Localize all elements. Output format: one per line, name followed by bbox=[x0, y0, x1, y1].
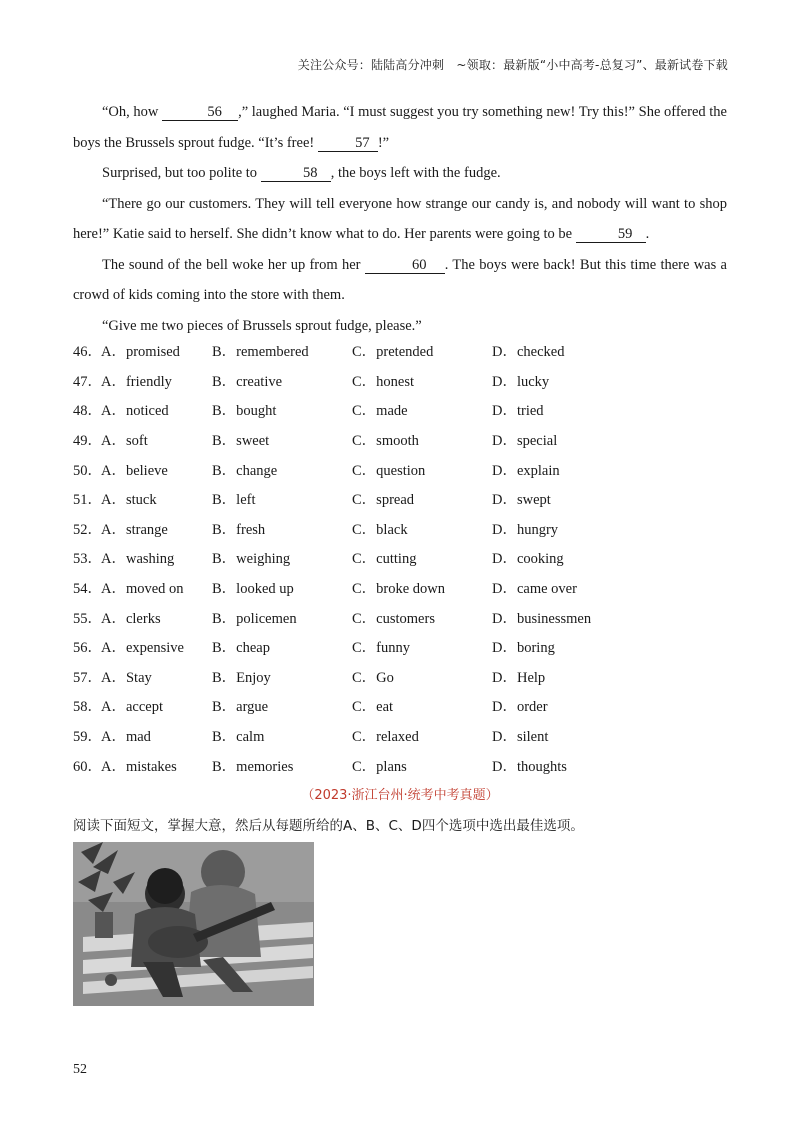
paragraph-1 bbox=[73, 97, 727, 158]
option-c: C．relaxed bbox=[352, 729, 419, 746]
paragraph-2 bbox=[73, 158, 727, 189]
question-row bbox=[73, 366, 727, 396]
question-number: 51． bbox=[73, 492, 102, 509]
option-a: A．stuck bbox=[101, 492, 157, 509]
option-b: B．looked up bbox=[212, 581, 294, 598]
question-row bbox=[73, 336, 727, 366]
option-c: C．smooth bbox=[352, 433, 419, 450]
option-c: C．question bbox=[352, 462, 426, 479]
paragraph-3 bbox=[73, 189, 727, 250]
option-d: D．explain bbox=[492, 462, 560, 479]
question-number: 46． bbox=[73, 344, 102, 361]
option-b: B．sweet bbox=[212, 433, 270, 450]
question-row bbox=[73, 691, 727, 721]
question-row bbox=[73, 395, 727, 425]
option-c: C．customers bbox=[352, 610, 435, 627]
paragraph-5: “Give me two pieces of Brussels sprout fudge, please.” bbox=[102, 317, 422, 334]
option-b: B．remembered bbox=[212, 344, 309, 361]
option-c: C．pretended bbox=[352, 344, 434, 361]
option-b: B．weighing bbox=[212, 551, 291, 568]
question-number: 53． bbox=[73, 551, 102, 568]
question-number: 60． bbox=[73, 758, 102, 775]
question-row bbox=[73, 662, 727, 692]
option-b: B．calm bbox=[212, 729, 265, 746]
option-a: A．clerks bbox=[101, 610, 161, 627]
option-b: B．policemen bbox=[212, 610, 297, 627]
option-c: C．made bbox=[352, 403, 408, 420]
question-options-list bbox=[73, 336, 727, 780]
question-row bbox=[73, 750, 727, 780]
option-c: C．spread bbox=[352, 492, 415, 509]
option-a: A．washing bbox=[101, 551, 175, 568]
text-segment: . bbox=[645, 226, 650, 242]
question-row bbox=[73, 573, 727, 603]
option-d: D．tried bbox=[492, 403, 544, 420]
text-segment: ,” laughed Maria. “I must suggest you try something new! Try this!” She offered the boys the Brussels sprout fudge. “It’s free! bbox=[73, 104, 727, 151]
option-b: B．argue bbox=[212, 699, 269, 716]
reading-passage bbox=[73, 97, 727, 341]
question-row bbox=[73, 425, 727, 455]
question-number: 54． bbox=[73, 581, 102, 598]
text-segment: The sound of the bell woke her up from her bbox=[102, 256, 365, 273]
reading-instruction: 阅读下面短文，掌握大意，然后从每题所给的A、B、C、D四个选项中选出最佳选项。 bbox=[73, 818, 584, 834]
option-a: A．expensive bbox=[101, 640, 184, 657]
option-a: A．friendly bbox=[101, 373, 172, 390]
option-b: B．Enjoy bbox=[212, 669, 271, 686]
option-b: B．creative bbox=[212, 373, 283, 390]
option-c: C．eat bbox=[352, 699, 394, 716]
option-c: C．black bbox=[352, 521, 408, 538]
question-row bbox=[73, 721, 727, 751]
option-a: A．mad bbox=[101, 729, 151, 746]
option-d: D．businessmen bbox=[492, 610, 592, 627]
option-b: B．change bbox=[212, 462, 278, 479]
page-header: 关注公众号：陆陆高分冲刺 ~领取：最新版“小中高考-总复习”、最新试卷下载 bbox=[297, 58, 728, 72]
question-row bbox=[73, 602, 727, 632]
question-row bbox=[73, 454, 727, 484]
answer-blank: 59 bbox=[576, 226, 646, 243]
option-d: D．lucky bbox=[492, 373, 550, 390]
option-a: A．promised bbox=[101, 344, 180, 361]
answer-blank: 58 bbox=[261, 165, 331, 182]
question-row bbox=[73, 632, 727, 662]
question-number: 57． bbox=[73, 669, 102, 686]
option-c: C．honest bbox=[352, 373, 415, 390]
option-b: B．bought bbox=[212, 403, 277, 420]
text-segment: “Oh, how bbox=[102, 104, 163, 120]
question-number: 49． bbox=[73, 433, 102, 450]
option-a: A．soft bbox=[101, 433, 148, 450]
question-number: 52． bbox=[73, 521, 102, 538]
option-a: A．noticed bbox=[101, 403, 169, 420]
option-b: B．fresh bbox=[212, 521, 266, 538]
option-c: C．plans bbox=[352, 758, 407, 775]
option-a: A．moved on bbox=[101, 581, 184, 598]
text-segment: “There go our customers. They will tell everyone how strange our candy is, and nobody will want to shop here!” Katie said to herself. She didn’t know what to do. Her parents were going to be bbox=[73, 195, 727, 242]
text-segment: , the boys left with the fudge. bbox=[330, 165, 501, 181]
option-d: D．swept bbox=[492, 492, 551, 509]
text-segment: . The boys were back! But this time there was a crowd of kids coming into the store with them. bbox=[73, 256, 727, 303]
option-c: C．funny bbox=[352, 640, 410, 657]
option-b: B．left bbox=[212, 492, 256, 509]
option-a: A．strange bbox=[101, 521, 168, 538]
question-row bbox=[73, 543, 727, 573]
option-d: D．silent bbox=[492, 729, 549, 746]
question-row bbox=[73, 484, 727, 514]
option-a: A．believe bbox=[101, 462, 168, 479]
option-d: D．came over bbox=[492, 581, 577, 598]
option-d: D．checked bbox=[492, 344, 565, 361]
question-number: 50． bbox=[73, 462, 102, 479]
paragraph-4 bbox=[73, 250, 727, 311]
option-a: A．Stay bbox=[101, 669, 152, 686]
text-segment: Surprised, but too polite to bbox=[102, 165, 261, 181]
option-b: B．cheap bbox=[212, 640, 270, 657]
answer-blank: 56 bbox=[162, 104, 238, 121]
question-number: 48． bbox=[73, 403, 102, 420]
question-row bbox=[73, 514, 727, 544]
question-number: 55． bbox=[73, 610, 102, 627]
option-d: D．cooking bbox=[492, 551, 564, 568]
option-c: C．cutting bbox=[352, 551, 417, 568]
option-b: B．memories bbox=[212, 758, 294, 775]
question-number: 59． bbox=[73, 729, 102, 746]
illustration-friends-guitar bbox=[73, 842, 314, 1006]
option-d: D．thoughts bbox=[492, 758, 567, 775]
option-d: D．special bbox=[492, 433, 558, 450]
option-c: C．broke down bbox=[352, 581, 446, 598]
page-number: 52 bbox=[73, 1062, 87, 1077]
question-number: 56． bbox=[73, 640, 102, 657]
option-d: D．hungry bbox=[492, 521, 559, 538]
option-d: D．order bbox=[492, 699, 548, 716]
option-a: A．mistakes bbox=[101, 758, 177, 775]
option-d: D．Help bbox=[492, 669, 546, 686]
answer-blank: 60 bbox=[365, 257, 445, 274]
answer-blank: 57 bbox=[318, 135, 378, 152]
text-segment: !” bbox=[377, 134, 390, 151]
option-a: A．accept bbox=[101, 699, 163, 716]
question-number: 58． bbox=[73, 699, 102, 716]
question-number: 47． bbox=[73, 373, 102, 390]
option-c: C．Go bbox=[352, 669, 394, 686]
source-citation: （2023·浙江台州·统考中考真题） bbox=[301, 788, 499, 803]
option-d: D．boring bbox=[492, 640, 555, 657]
